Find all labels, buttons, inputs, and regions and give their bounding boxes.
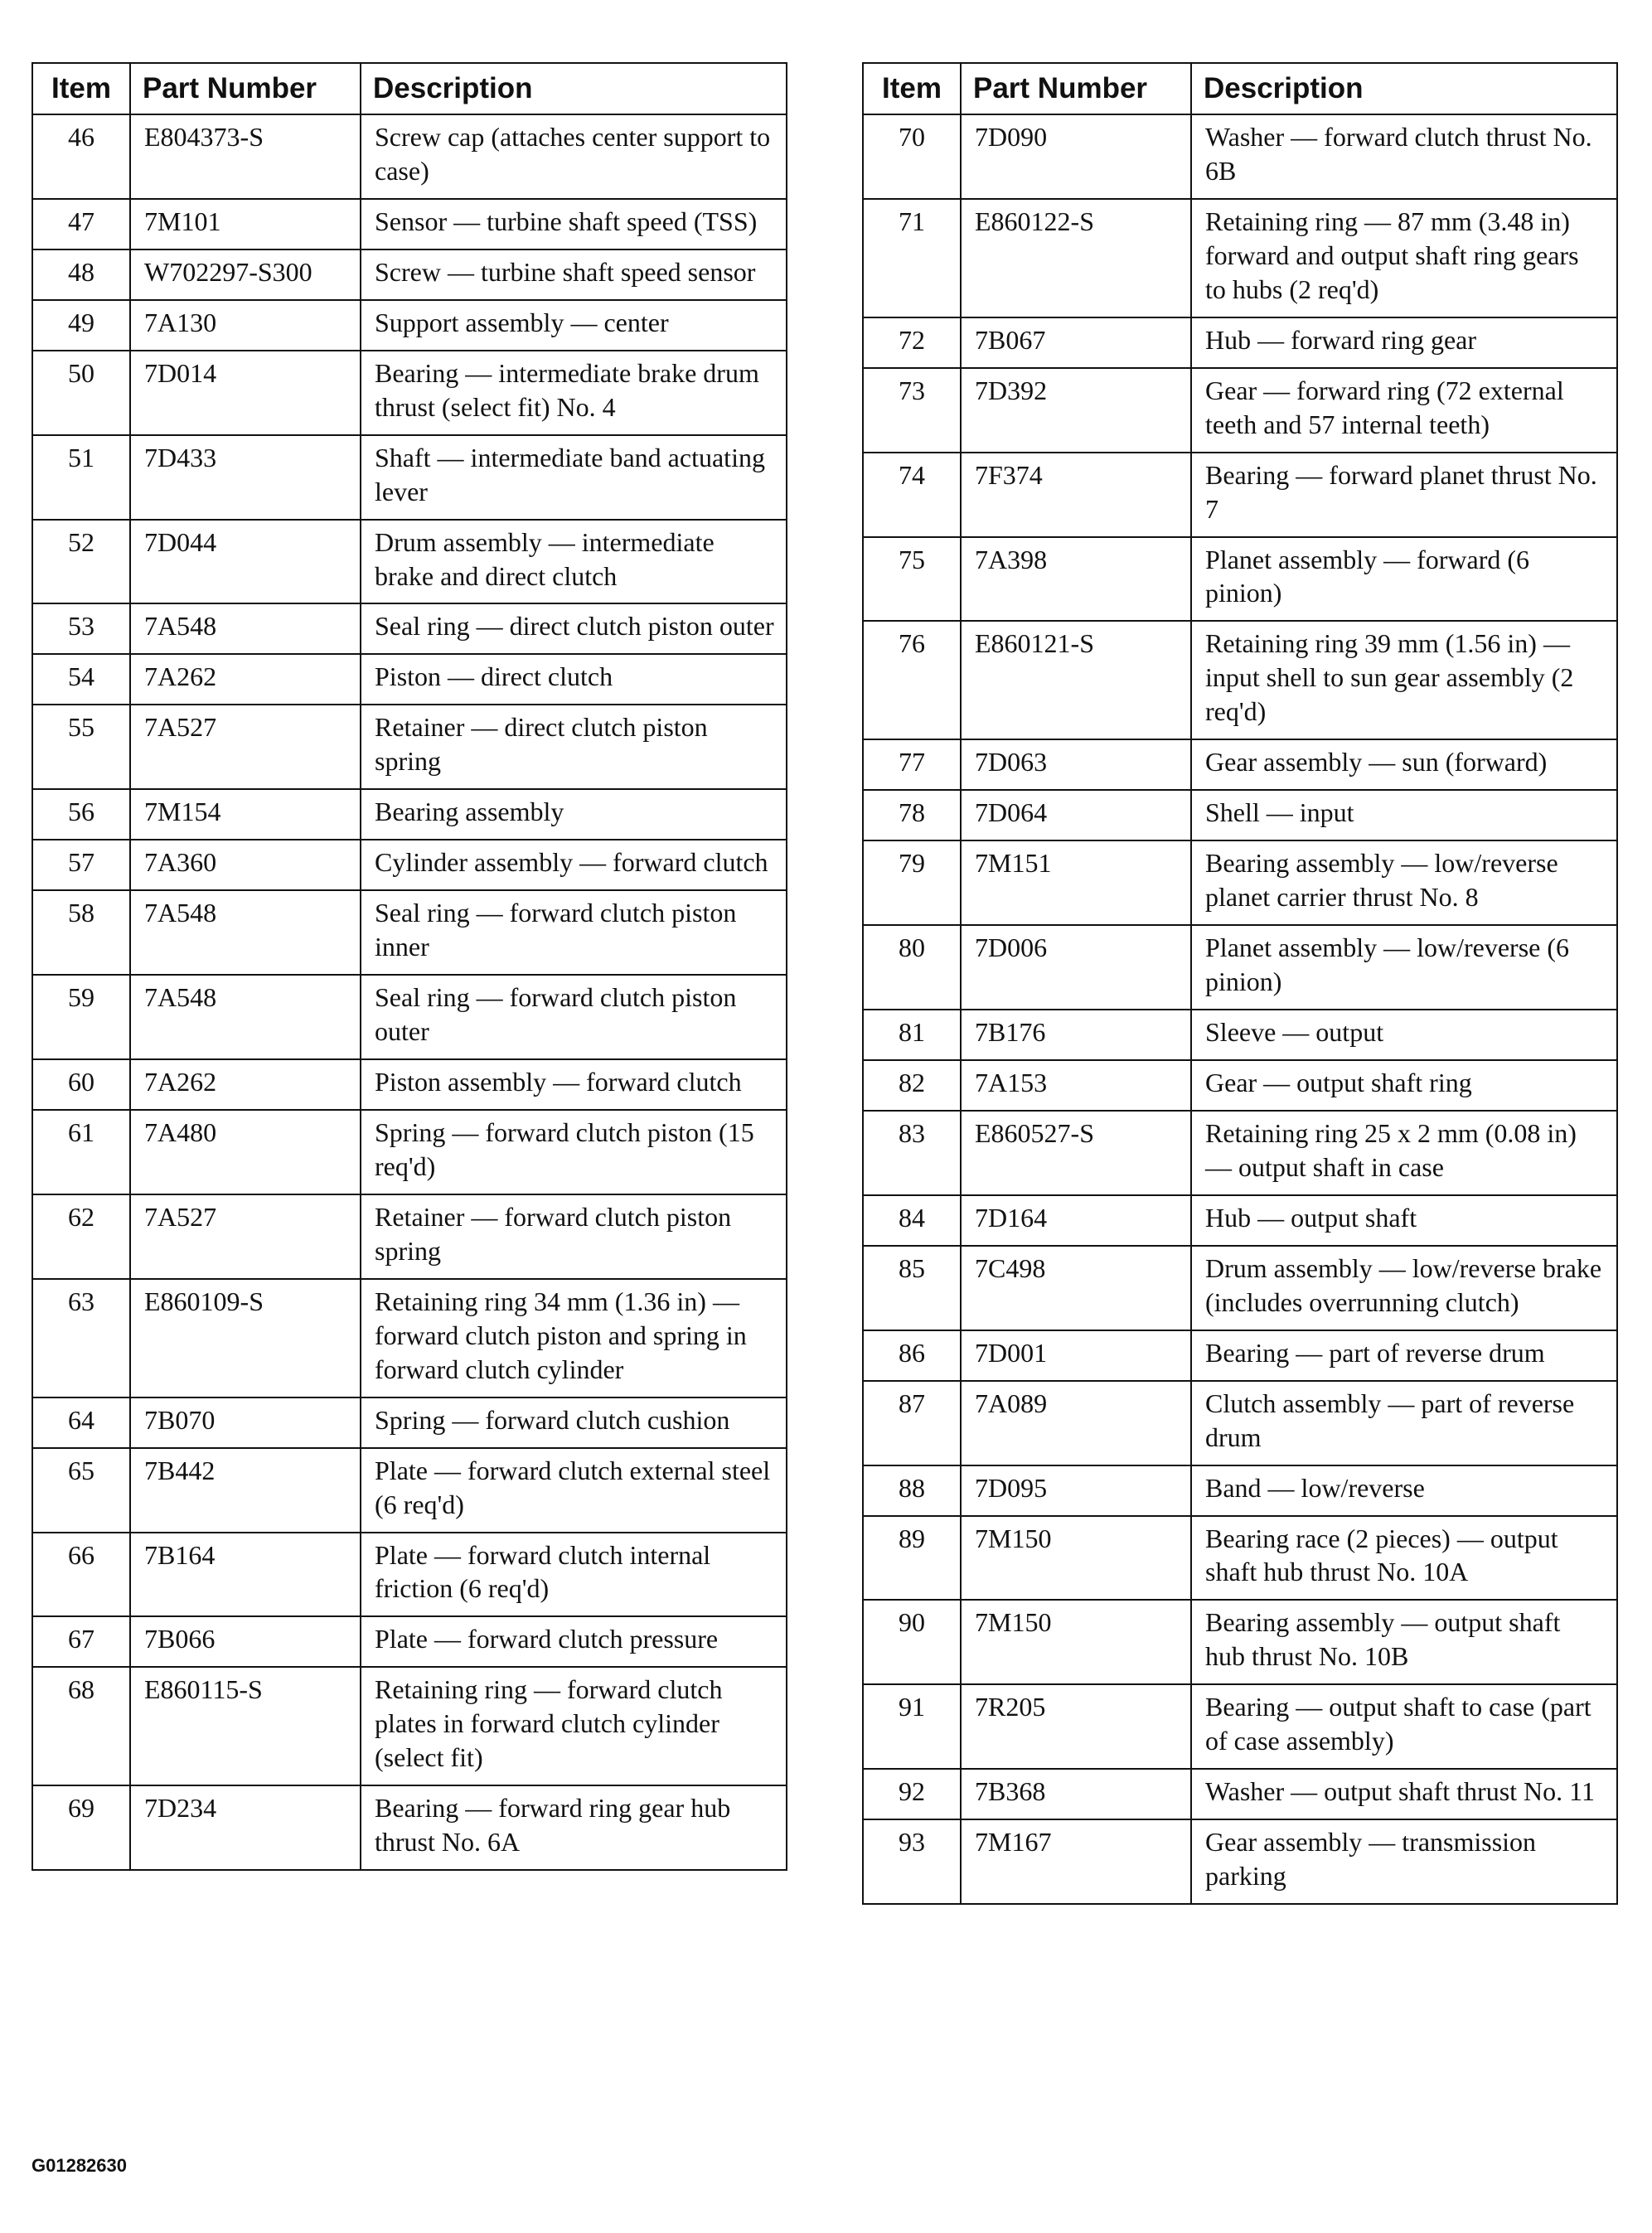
part-number-cell: 7R205: [961, 1684, 1191, 1769]
table-row: [32, 1533, 787, 1617]
table-row: [863, 114, 1617, 199]
description-cell: Gear — forward ring (72 external teeth and 57 internal teeth): [1191, 368, 1617, 453]
table-row: [863, 1111, 1617, 1195]
table-row: [863, 1381, 1617, 1465]
description-cell: Seal ring — forward clutch piston inner: [361, 890, 787, 975]
item-cell: 92: [863, 1769, 961, 1819]
item-cell: 46: [32, 114, 130, 199]
parts-table-right: [862, 62, 1618, 1905]
table-row: [863, 317, 1617, 368]
table-row: [863, 1684, 1617, 1769]
description-cell: Screw cap (attaches center support to case): [361, 114, 787, 199]
description-cell: Seal ring — direct clutch piston outer: [361, 603, 787, 654]
table-row: [863, 1246, 1617, 1330]
description-cell: Piston assembly — forward clutch: [361, 1059, 787, 1110]
description-cell: Washer — forward clutch thrust No. 6B: [1191, 114, 1617, 199]
item-cell: 57: [32, 840, 130, 890]
part-number-cell: 7B368: [961, 1769, 1191, 1819]
table-row: [32, 435, 787, 520]
table-row: [32, 1785, 787, 1870]
part-number-cell: 7B067: [961, 317, 1191, 368]
header-item: Item: [863, 63, 961, 114]
item-cell: 70: [863, 114, 961, 199]
item-cell: 75: [863, 537, 961, 622]
part-number-cell: 7B164: [130, 1533, 361, 1617]
description-cell: Shell — input: [1191, 790, 1617, 840]
table-row: [32, 249, 787, 300]
item-cell: 69: [32, 1785, 130, 1870]
parts-table-left: [31, 62, 787, 1871]
item-cell: 62: [32, 1194, 130, 1279]
description-cell: Spring — forward clutch cushion: [361, 1397, 787, 1448]
table-row: [863, 1330, 1617, 1381]
description-cell: Spring — forward clutch piston (15 req'd): [361, 1110, 787, 1194]
item-cell: 91: [863, 1684, 961, 1769]
description-cell: Sleeve — output: [1191, 1010, 1617, 1060]
part-number-cell: 7M101: [130, 199, 361, 249]
part-number-cell: 7D064: [961, 790, 1191, 840]
description-cell: Clutch assembly — part of reverse drum: [1191, 1381, 1617, 1465]
part-number-cell: 7M167: [961, 1819, 1191, 1904]
part-number-cell: 7A527: [130, 1194, 361, 1279]
description-cell: Bearing — intermediate brake drum thrust (select fit) No. 4: [361, 351, 787, 435]
description-cell: Seal ring — forward clutch piston outer: [361, 975, 787, 1059]
description-cell: Retaining ring 39 mm (1.56 in) — input shell to sun gear assembly (2 req'd): [1191, 621, 1617, 739]
description-cell: Retainer — forward clutch piston spring: [361, 1194, 787, 1279]
description-cell: Hub — output shaft: [1191, 1195, 1617, 1246]
description-cell: Band — low/reverse: [1191, 1465, 1617, 1516]
item-cell: 73: [863, 368, 961, 453]
table-row: [863, 621, 1617, 739]
description-cell: Bearing race (2 pieces) — output shaft hub thrust No. 10A: [1191, 1516, 1617, 1601]
part-number-cell: 7A089: [961, 1381, 1191, 1465]
part-number-cell: 7A480: [130, 1110, 361, 1194]
item-cell: 55: [32, 705, 130, 789]
part-number-cell: 7F374: [961, 453, 1191, 537]
item-cell: 58: [32, 890, 130, 975]
description-cell: Retaining ring — 87 mm (3.48 in) forward and output shaft ring gears to hubs (2 req'd): [1191, 199, 1617, 317]
item-cell: 68: [32, 1667, 130, 1785]
part-number-cell: 7M151: [961, 840, 1191, 925]
table-row: [32, 789, 787, 840]
item-cell: 76: [863, 621, 961, 739]
item-cell: 59: [32, 975, 130, 1059]
description-cell: Drum assembly — intermediate brake and direct clutch: [361, 520, 787, 604]
description-cell: Drum assembly — low/reverse brake (includes overrunning clutch): [1191, 1246, 1617, 1330]
table-row: [32, 199, 787, 249]
description-cell: Sensor — turbine shaft speed (TSS): [361, 199, 787, 249]
part-number-cell: 7D095: [961, 1465, 1191, 1516]
item-cell: 64: [32, 1397, 130, 1448]
item-cell: 84: [863, 1195, 961, 1246]
description-cell: Retaining ring — forward clutch plates in forward clutch cylinder (select fit): [361, 1667, 787, 1785]
description-cell: Gear assembly — transmission parking: [1191, 1819, 1617, 1904]
description-cell: Retainer — direct clutch piston spring: [361, 705, 787, 789]
table-row: [863, 1769, 1617, 1819]
table-row: [32, 890, 787, 975]
part-number-cell: 7B066: [130, 1616, 361, 1667]
item-cell: 78: [863, 790, 961, 840]
table-row: [863, 537, 1617, 622]
description-cell: Shaft — intermediate band actuating lever: [361, 435, 787, 520]
table-row: [863, 1195, 1617, 1246]
table-row: [863, 1060, 1617, 1111]
item-cell: 63: [32, 1279, 130, 1397]
item-cell: 87: [863, 1381, 961, 1465]
description-cell: Piston — direct clutch: [361, 654, 787, 705]
description-cell: Planet assembly — low/reverse (6 pinion): [1191, 925, 1617, 1010]
part-number-cell: 7M150: [961, 1516, 1191, 1601]
part-number-cell: 7A262: [130, 654, 361, 705]
item-cell: 60: [32, 1059, 130, 1110]
item-cell: 83: [863, 1111, 961, 1195]
item-cell: 50: [32, 351, 130, 435]
description-cell: Bearing assembly — output shaft hub thrust No. 10B: [1191, 1600, 1617, 1684]
item-cell: 89: [863, 1516, 961, 1601]
description-cell: Retaining ring 25 x 2 mm (0.08 in) — output shaft in case: [1191, 1111, 1617, 1195]
table-row: [863, 1465, 1617, 1516]
part-number-cell: E860109-S: [130, 1279, 361, 1397]
header-part-number: Part Number: [130, 63, 361, 114]
item-cell: 79: [863, 840, 961, 925]
description-cell: Washer — output shaft thrust No. 11: [1191, 1769, 1617, 1819]
part-number-cell: 7A130: [130, 300, 361, 351]
table-row: [863, 368, 1617, 453]
item-cell: 54: [32, 654, 130, 705]
table-row: [32, 351, 787, 435]
item-cell: 77: [863, 739, 961, 790]
part-number-cell: 7D044: [130, 520, 361, 604]
item-cell: 74: [863, 453, 961, 537]
table-row: [863, 790, 1617, 840]
item-cell: 52: [32, 520, 130, 604]
item-cell: 82: [863, 1060, 961, 1111]
description-cell: Planet assembly — forward (6 pinion): [1191, 537, 1617, 622]
table-row: [32, 1616, 787, 1667]
description-cell: Screw — turbine shaft speed sensor: [361, 249, 787, 300]
part-number-cell: 7D234: [130, 1785, 361, 1870]
item-cell: 71: [863, 199, 961, 317]
table-row: [32, 1397, 787, 1448]
header-item: Item: [32, 63, 130, 114]
table-row: [863, 1600, 1617, 1684]
table-row: [32, 975, 787, 1059]
part-number-cell: 7D392: [961, 368, 1191, 453]
part-number-cell: 7A360: [130, 840, 361, 890]
item-cell: 65: [32, 1448, 130, 1533]
table-row: [32, 1059, 787, 1110]
item-cell: 66: [32, 1533, 130, 1617]
table-row: [32, 840, 787, 890]
description-cell: Bearing assembly: [361, 789, 787, 840]
description-cell: Gear — output shaft ring: [1191, 1060, 1617, 1111]
part-number-cell: W702297-S300: [130, 249, 361, 300]
part-number-cell: 7A548: [130, 603, 361, 654]
description-cell: Retaining ring 34 mm (1.36 in) — forward clutch piston and spring in forward clutch cylinder: [361, 1279, 787, 1397]
part-number-cell: E860121-S: [961, 621, 1191, 739]
item-cell: 85: [863, 1246, 961, 1330]
table-row: [863, 1516, 1617, 1601]
table-row: [32, 1667, 787, 1785]
description-cell: Support assembly — center: [361, 300, 787, 351]
table-row: [32, 654, 787, 705]
description-cell: Bearing — forward planet thrust No. 7: [1191, 453, 1617, 537]
part-number-cell: 7A548: [130, 975, 361, 1059]
item-cell: 56: [32, 789, 130, 840]
header-part-number: Part Number: [961, 63, 1191, 114]
part-number-cell: 7C498: [961, 1246, 1191, 1330]
table-header-row: [863, 63, 1617, 114]
item-cell: 67: [32, 1616, 130, 1667]
table-row: [32, 300, 787, 351]
item-cell: 90: [863, 1600, 961, 1684]
part-number-cell: 7A262: [130, 1059, 361, 1110]
item-cell: 61: [32, 1110, 130, 1194]
item-cell: 81: [863, 1010, 961, 1060]
item-cell: 93: [863, 1819, 961, 1904]
item-cell: 86: [863, 1330, 961, 1381]
part-number-cell: 7D433: [130, 435, 361, 520]
item-cell: 72: [863, 317, 961, 368]
header-description: Description: [361, 63, 787, 114]
part-number-cell: 7A153: [961, 1060, 1191, 1111]
description-cell: Bearing — forward ring gear hub thrust No. 6A: [361, 1785, 787, 1870]
table-header-row: [32, 63, 787, 114]
part-number-cell: 7D090: [961, 114, 1191, 199]
item-cell: 51: [32, 435, 130, 520]
header-description: Description: [1191, 63, 1617, 114]
table-row: [863, 925, 1617, 1010]
table-row: [32, 1194, 787, 1279]
table-row: [32, 705, 787, 789]
item-cell: 49: [32, 300, 130, 351]
description-cell: Plate — forward clutch external steel (6 req'd): [361, 1448, 787, 1533]
part-number-cell: 7A548: [130, 890, 361, 975]
description-cell: Bearing — part of reverse drum: [1191, 1330, 1617, 1381]
part-number-cell: 7D063: [961, 739, 1191, 790]
part-number-cell: 7M150: [961, 1600, 1191, 1684]
table-row: [863, 739, 1617, 790]
part-number-cell: E860122-S: [961, 199, 1191, 317]
part-number-cell: 7B070: [130, 1397, 361, 1448]
part-number-cell: E860115-S: [130, 1667, 361, 1785]
description-cell: Gear assembly — sun (forward): [1191, 739, 1617, 790]
table-row: [32, 1279, 787, 1397]
item-cell: 47: [32, 199, 130, 249]
table-row: [32, 1110, 787, 1194]
part-number-cell: 7A527: [130, 705, 361, 789]
description-cell: Bearing assembly — low/reverse planet carrier thrust No. 8: [1191, 840, 1617, 925]
table-row: [863, 199, 1617, 317]
table-row: [863, 1010, 1617, 1060]
table-row: [32, 603, 787, 654]
part-number-cell: 7D014: [130, 351, 361, 435]
description-cell: Plate — forward clutch pressure: [361, 1616, 787, 1667]
part-number-cell: 7D006: [961, 925, 1191, 1010]
part-number-cell: 7M154: [130, 789, 361, 840]
table-row: [32, 1448, 787, 1533]
table-row: [863, 453, 1617, 537]
part-number-cell: 7B176: [961, 1010, 1191, 1060]
part-number-cell: E860527-S: [961, 1111, 1191, 1195]
part-number-cell: 7D164: [961, 1195, 1191, 1246]
item-cell: 48: [32, 249, 130, 300]
table-row: [32, 114, 787, 199]
description-cell: Plate — forward clutch internal friction (6 req'd): [361, 1533, 787, 1617]
item-cell: 88: [863, 1465, 961, 1516]
description-cell: Bearing — output shaft to case (part of case assembly): [1191, 1684, 1617, 1769]
item-cell: 53: [32, 603, 130, 654]
description-cell: Hub — forward ring gear: [1191, 317, 1617, 368]
table-row: [863, 1819, 1617, 1904]
part-number-cell: 7B442: [130, 1448, 361, 1533]
figure-id: G01282630: [31, 2155, 127, 2176]
table-row: [863, 840, 1617, 925]
part-number-cell: E804373-S: [130, 114, 361, 199]
item-cell: 80: [863, 925, 961, 1010]
part-number-cell: 7A398: [961, 537, 1191, 622]
table-row: [32, 520, 787, 604]
part-number-cell: 7D001: [961, 1330, 1191, 1381]
description-cell: Cylinder assembly — forward clutch: [361, 840, 787, 890]
